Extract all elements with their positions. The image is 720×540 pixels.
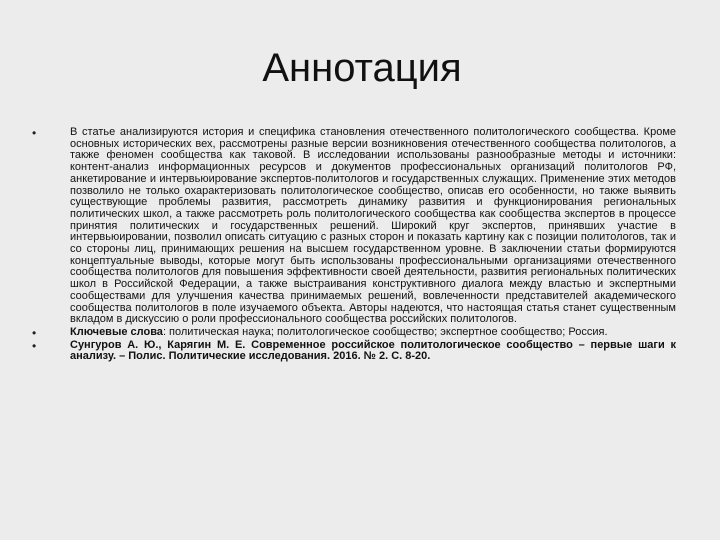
bullet-list xyxy=(30,127,676,364)
bullet-keywords xyxy=(30,327,676,339)
slide-title: Аннотация xyxy=(262,46,462,90)
bullet-icon: • xyxy=(32,126,37,140)
bullet-icon: • xyxy=(32,325,37,340)
keywords-label: Ключевые слова xyxy=(70,325,163,338)
citation-text: Сунгуров А. Ю., Карягин М. Е. Современное российское политологическое сообщество – первые шаги к анализу. – Полис. Политические исследования. 2016. № 2. С. 8-20. xyxy=(70,338,676,363)
bullet-icon: • xyxy=(32,338,37,353)
bullet-abstract xyxy=(30,127,676,326)
abstract-text: В статье анализируются история и специфика становления отечественного политологического сообщества. Кроме основных исторических вех, рассмотрены разные версии возникновения отечественного сообщества политологов, а также феномен сообщества как таковой. В исследовании использованы разнообразные методы и источники: контент-анализ информационных ресурсов и документов профессиональных организаций политологов РФ, анкетирование и интервьюирование экспертов-политологов и государственных служащих. Применение этих методов позволило не только охарактеризовать политологическое сообщество, описав его особенности, но также выявить существующие проблемы развития, рассмотреть динамику развития и функционирования региональных политических школ, а также рассмотреть роль политологического сообщества как сообщества экспертов в процессе принятия политических и государственных решений. Широкий круг экспертов, принявших участие в интервьюировании, позволил описать ситуацию с разных сторон и показать картину как с позиции политологов, так и со стороны лиц, принимающих решения на высшем государственном уровне. В заключении статьи формируются концептуальные выводы, которые могут быть использованы профессиональными организациями отечественного сообщества политологов для повышения эффективности своей деятельности, развития региональных политических школ в Российской Федерации, а также выстраивания конструктивного диалога между властью и экспертными сообществами для улучшения качества принимаемых решений, вовлеченности представителей академического сообщества политологов в поле изучаемого объекта. Авторы надеются, что настоящая статья станет существенным вкладом в дискуссию о роли профессионального сообщества российских политологов. xyxy=(70,126,676,326)
bullet-citation xyxy=(30,340,676,363)
keywords-text: : политическая наука; политологическое сообщество; экспертное сообщество; Россия. xyxy=(162,325,608,338)
